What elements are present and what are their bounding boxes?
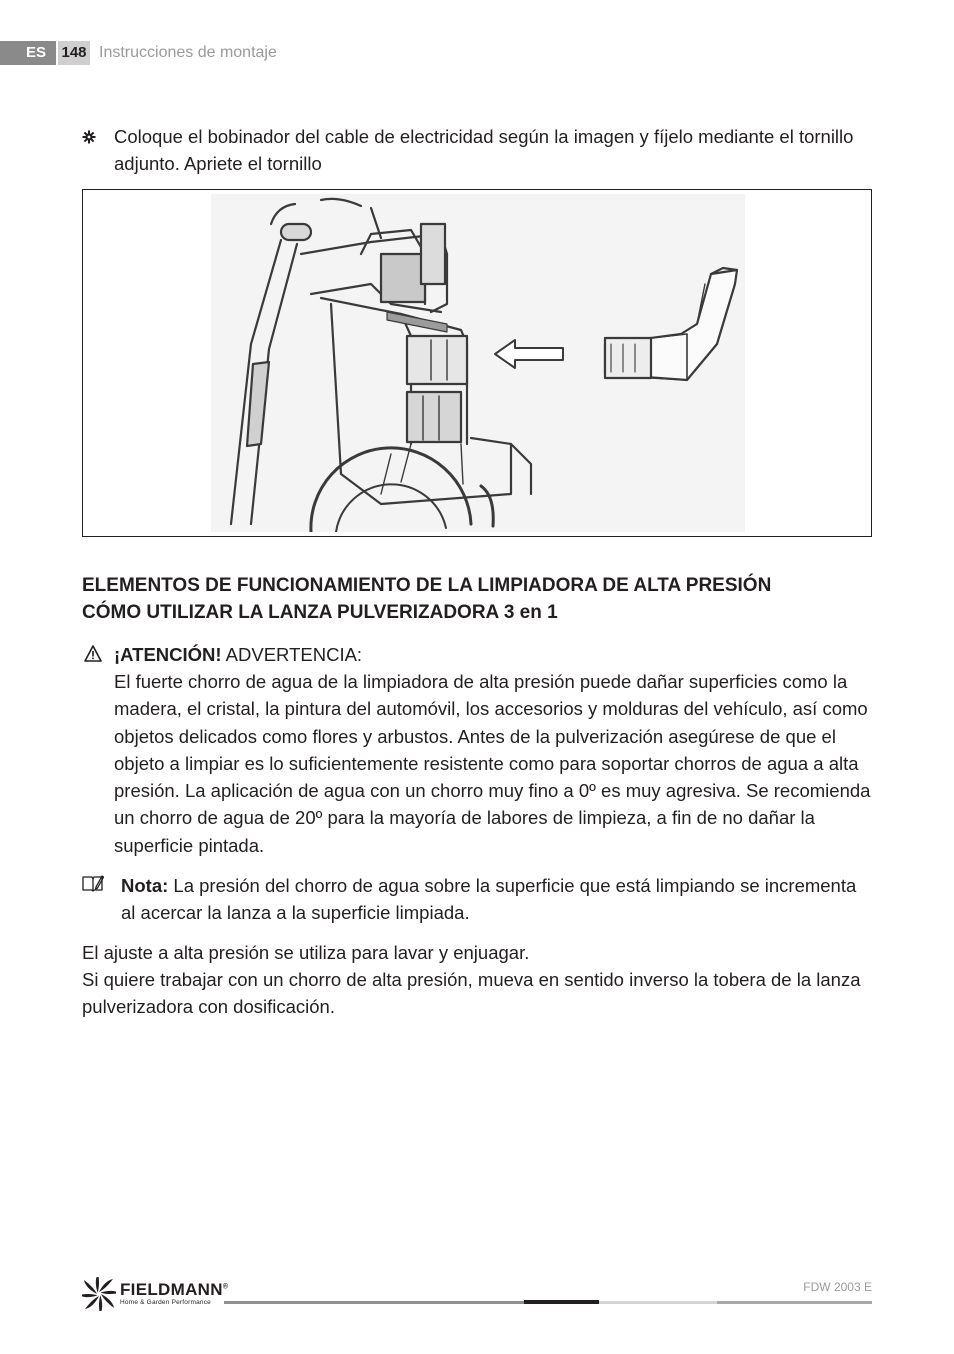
paragraph-line1: El ajuste a alta presión se utiliza para lavar y enjuagar. — [82, 942, 530, 963]
footer-rule-segment — [717, 1301, 872, 1304]
warning-title: ADVERTENCIA: — [221, 644, 363, 665]
warning-line: presión. La aplicación de agua con un chorro muy fino a 0º es muy agresiva. Se recomienda — [114, 780, 871, 802]
brand-name — [120, 1280, 228, 1300]
paragraph-line2: Si quiere trabajar con un chorro de alta presión, mueva en sentido inverso la tobera de la lanza — [82, 969, 861, 990]
gear-bullet-icon — [82, 130, 96, 144]
section-heading-line2: CÓMO UTILIZAR LA LANZA PULVERIZADORA 3 en 1 — [82, 602, 558, 623]
footer-rule-segment — [224, 1301, 524, 1304]
fieldmann-logo-icon — [82, 1277, 116, 1311]
bullet-line: adjunto. Apriete el tornillo — [114, 153, 322, 175]
warning-line: objetos delicados como flores y arbustos. Antes de la pulverización asegúrese de que el — [114, 725, 836, 747]
section-title: Instrucciones de montaje — [99, 44, 277, 61]
warning-line: madera, el cristal, la pintura del automóvil, los accesorios y molduras del vehículo, así como — [114, 698, 868, 720]
language-badge: ES — [0, 41, 56, 65]
footer-rule-segment — [524, 1300, 599, 1304]
warning-heading — [114, 641, 362, 668]
note-line1: La presión del chorro de agua sobre la superficie que está limpiando se incrementa — [168, 875, 857, 896]
page-number: 148 — [58, 41, 90, 65]
note-book-icon — [82, 874, 104, 892]
note-line — [121, 872, 871, 899]
note-paragraph — [121, 872, 871, 927]
bullet-line: Coloque el bobinador del cable de electricidad según la imagen y fíjelo mediante el tornillo — [114, 126, 854, 147]
brand-tagline: Home & Garden Performance — [120, 1299, 211, 1306]
trademark-mark: ® — [222, 1283, 229, 1291]
warning-body — [114, 668, 874, 859]
warning-label: ¡ATENCIÓN! — [114, 644, 222, 665]
bullet-paragraph — [114, 123, 874, 178]
brand-text: FIELDMANN — [120, 1280, 223, 1299]
paragraph-line3: pulverizadora con dosificación. — [82, 996, 335, 1018]
model-number: FDW 2003 E — [803, 1280, 872, 1294]
footer-rule-segment — [599, 1301, 717, 1304]
note-label: Nota: — [121, 875, 169, 896]
section-heading-line1: ELEMENTOS DE FUNCIONAMIENTO DE LA LIMPIADORA DE ALTA PRESIÓN — [82, 575, 772, 596]
warning-line: objeto a limpiar es lo suficientemente resistente como para soportar chorros de agua a alta — [114, 752, 859, 774]
warning-line: El fuerte chorro de agua de la limpiadora de alta presión puede dañar superficies como la — [114, 671, 848, 692]
note-line2: al acercar la lanza a la superficie limpiada. — [121, 902, 470, 924]
cable-reel-assembly-illustration — [211, 194, 745, 532]
warning-line: superficie pintada. — [114, 834, 265, 856]
paragraph-body — [82, 966, 872, 1021]
warning-triangle-icon — [84, 645, 102, 662]
warning-line: un chorro de agua de 20º para la mayoría de labores de limpieza, a fin de no dañar la — [114, 807, 815, 829]
assembly-figure — [82, 189, 872, 537]
